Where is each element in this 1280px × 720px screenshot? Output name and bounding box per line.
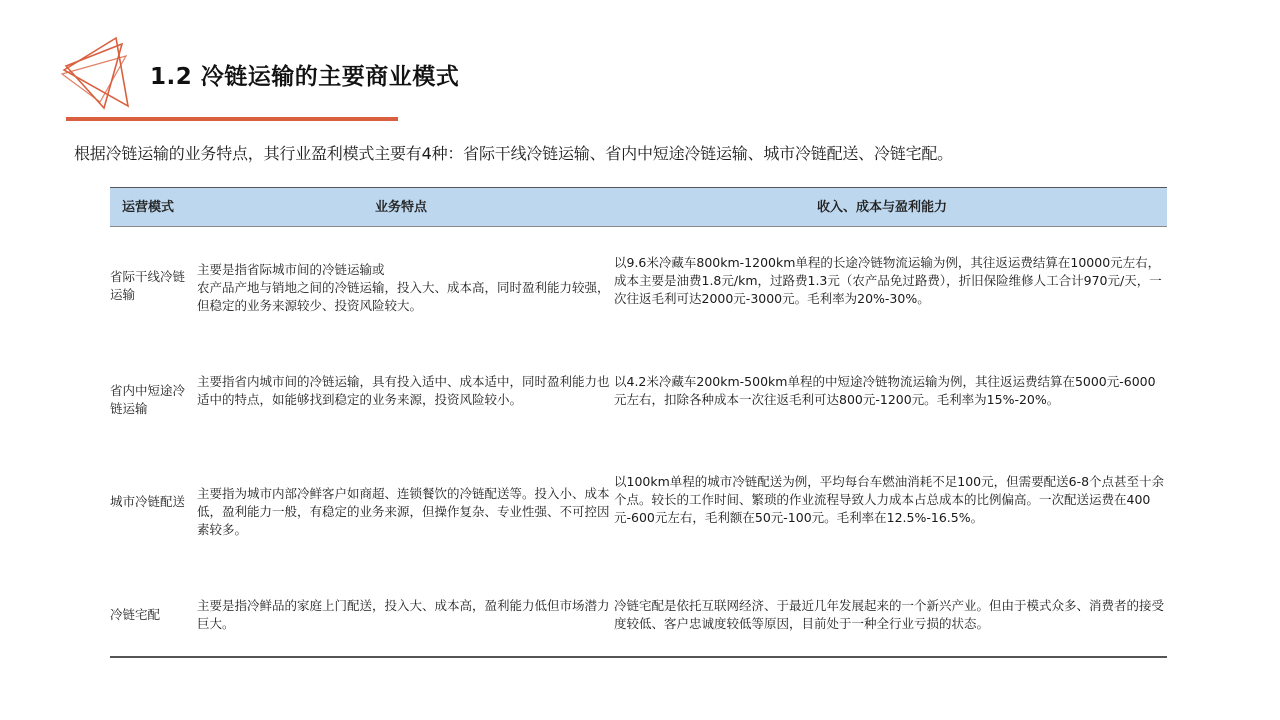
row-mode: 冷链宅配	[110, 607, 161, 622]
column-header-feature: 业务特点	[375, 200, 428, 215]
row-feature: 主要是指省际城市间的冷链运输或 农产品产地与销地之间的冷链运输，投入大、成本高，同时盈利能力较强，但稳定的业务来源较少、投资风险较大。	[197, 262, 610, 313]
title-underline	[66, 117, 398, 121]
row-feature: 主要指省内城市间的冷链运输，具有投入适中、成本适中，同时盈利能力也适中的特点，如能够找到稳定的业务来源，投资风险较小。	[197, 374, 610, 407]
column-header-revenue: 收入、成本与盈利能力	[817, 200, 948, 215]
row-mode: 城市冷链配送	[110, 494, 186, 509]
row-mode: 省际干线冷链运输	[110, 269, 186, 302]
column-header-mode: 运营模式	[122, 200, 175, 215]
business-model-table	[110, 187, 1167, 658]
table-bottom-rule	[110, 656, 1167, 658]
row-mode: 省内中短途冷链运输	[110, 383, 186, 416]
row-revenue: 以4.2米冷藏车200km-500km单程的中短途冷链物流运输为例，其往返运费结算在5000元-6000元左右，扣除各种成本一次往返毛利可达800元-1200元。毛利率为15%-20%。	[614, 374, 1156, 407]
triangle-logo-icon	[60, 36, 132, 110]
row-revenue: 冷链宅配是依托互联网经济、于最近几年发展起来的一个新兴产业。但由于模式众多、消费者的接受度较低、客户忠诚度较低等原因，目前处于一种全行业亏损的状态。	[614, 598, 1165, 631]
row-revenue: 以100km单程的城市冷链配送为例，平均每台车燃油消耗不足100元，但需要配送6-8个点甚至十余个点。较长的工作时间、繁琐的作业流程导致人力成本占总成本的比例偏高。一次配送运费在400元-600元左右，毛利额在50元-100元。毛利率在12.5%-16.5%。	[614, 474, 1165, 525]
page-title: 1.2 冷链运输的主要商业模式	[150, 64, 460, 90]
row-feature: 主要是指冷鲜品的家庭上门配送，投入大、成本高，盈利能力低但市场潜力巨大。	[197, 598, 610, 631]
row-feature: 主要指为城市内部冷鲜客户如商超、连锁餐饮的冷链配送等。投入小、成本低，盈利能力一般，有稳定的业务来源，但操作复杂、专业性强、不可控因素较多。	[197, 486, 610, 537]
table-header	[110, 187, 1167, 227]
intro-paragraph: 根据冷链运输的业务特点，其行业盈利模式主要有4种：省际干线冷链运输、省内中短途冷链运输、城市冷链配送、冷链宅配。	[74, 144, 953, 163]
row-revenue: 以9.6米冷藏车800km-1200km单程的长途冷链物流运输为例，其往返运费结算在10000元左右，成本主要是油费1.8元/km，过路费1.3元（农产品免过路费），折旧保险维修人工合计970元/天，一次往返毛利可达2000元-3000元。毛利率为20%-30%。	[614, 255, 1162, 306]
